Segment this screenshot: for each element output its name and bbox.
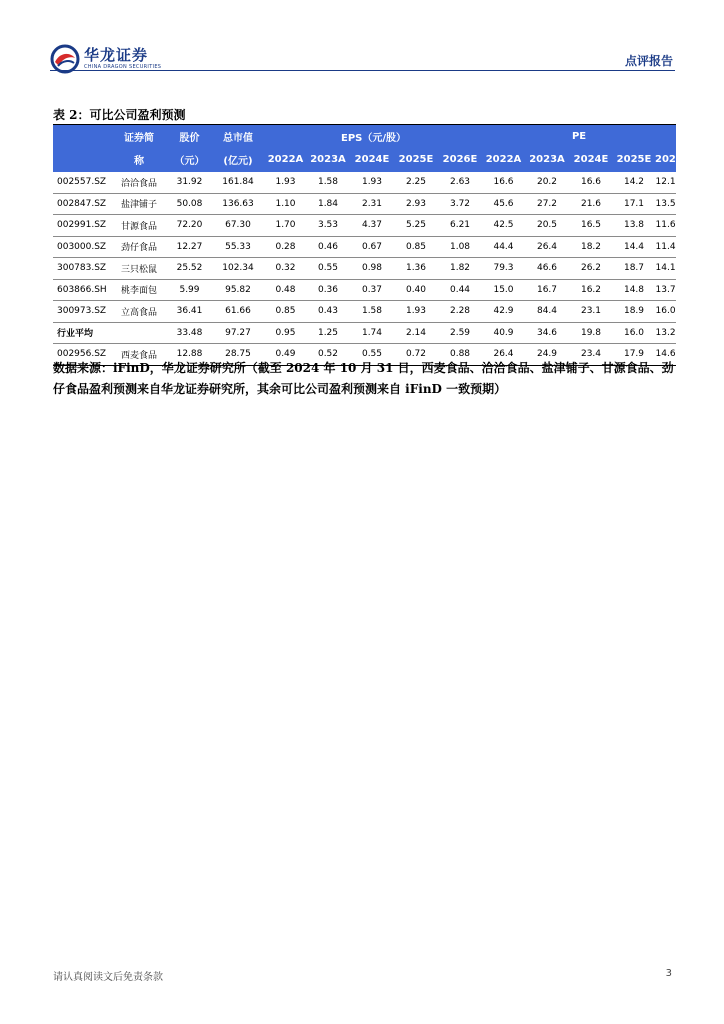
price-cell: 36.41 (168, 301, 211, 323)
pe-cell: 26.4 (525, 236, 569, 258)
table-row (53, 258, 676, 280)
pe-cell: 11.6 (655, 215, 676, 237)
page-header (50, 40, 675, 72)
pe-cell: 23.4 (569, 344, 613, 366)
market-cap-cell: 136.63 (211, 193, 265, 215)
table-row (53, 172, 676, 193)
stock-code-cell: 002991.SZ (53, 215, 110, 237)
eps-group-header: EPS（元/股） (265, 125, 482, 147)
pe-cell: 21.6 (569, 193, 613, 215)
eps-cell: 6.21 (438, 215, 482, 237)
company-name-cell: 西麦食品 (110, 344, 168, 366)
pe-cell: 16.7 (525, 279, 569, 301)
eps-cell: 0.32 (265, 258, 306, 280)
comparable-companies-table (53, 125, 690, 366)
pe-cell: 16.6 (482, 172, 525, 193)
price-header-line1: 股价 (168, 125, 211, 147)
eps-year-header: 2022A (265, 147, 306, 172)
stock-code-cell: 002847.SZ (53, 193, 110, 215)
eps-cell: 2.31 (350, 193, 394, 215)
eps-year-header: 2026E (438, 147, 482, 172)
pe-cell: 79.3 (482, 258, 525, 280)
company-name-cell: 劲仔食品 (110, 236, 168, 258)
eps-cell: 1.93 (350, 172, 394, 193)
eps-cell: 0.52 (306, 344, 350, 366)
pe-cell: 19.8 (569, 322, 613, 344)
pe-cell: 13.7 (655, 279, 676, 301)
table-row (53, 215, 676, 237)
table-row-average (53, 322, 676, 344)
pe-cell: 16.5 (569, 215, 613, 237)
market-cap-cell: 161.84 (211, 172, 265, 193)
report-type-label: 点评报告 (624, 54, 673, 68)
eps-cell: 0.55 (306, 258, 350, 280)
eps-cell: 1.82 (438, 258, 482, 280)
pe-cell: 18.2 (569, 236, 613, 258)
pe-cell: 20.5 (525, 215, 569, 237)
pe-year-header: 2023A (525, 147, 569, 172)
pe-group-header: PE (482, 125, 676, 147)
stock-code-cell: 002557.SZ (53, 172, 110, 193)
pe-cell: 27.2 (525, 193, 569, 215)
pe-cell: 26.2 (569, 258, 613, 280)
pe-cell: 26.4 (482, 344, 525, 366)
eps-cell: 0.28 (265, 236, 306, 258)
eps-year-header: 2023A (306, 147, 350, 172)
market-cap-cell: 95.82 (211, 279, 265, 301)
eps-cell: 0.85 (265, 301, 306, 323)
market-cap-cell: 28.75 (211, 344, 265, 366)
pe-cell: 34.6 (525, 322, 569, 344)
stock-code-cell: 行业平均 (53, 322, 110, 344)
eps-cell: 1.84 (306, 193, 350, 215)
pe-cell: 17.1 (613, 193, 655, 215)
eps-cell: 0.36 (306, 279, 350, 301)
market-cap-cell: 102.34 (211, 258, 265, 280)
pe-cell: 13.2 (655, 322, 676, 344)
eps-cell: 0.98 (350, 258, 394, 280)
pe-cell: 24.9 (525, 344, 569, 366)
pe-cell: 14.8 (613, 279, 655, 301)
eps-cell: 2.25 (394, 172, 438, 193)
pe-cell: 14.4 (613, 236, 655, 258)
name-header-line2: 称 (110, 147, 168, 172)
pe-cell: 16.0 (655, 301, 676, 323)
eps-cell: 0.95 (265, 322, 306, 344)
eps-cell: 2.63 (438, 172, 482, 193)
table-body (53, 172, 676, 365)
pe-cell: 18.7 (613, 258, 655, 280)
pe-cell: 13.5 (655, 193, 676, 215)
market-cap-cell: 61.66 (211, 301, 265, 323)
table-title: 表 2：可比公司盈利预测 (53, 108, 186, 122)
stock-code-cell: 300973.SZ (53, 301, 110, 323)
market-cap-cell: 55.33 (211, 236, 265, 258)
eps-cell: 0.40 (394, 279, 438, 301)
eps-cell: 1.93 (265, 172, 306, 193)
eps-cell: 3.72 (438, 193, 482, 215)
company-name-cell: 桃李面包 (110, 279, 168, 301)
price-cell: 25.52 (168, 258, 211, 280)
table-row (53, 279, 676, 301)
eps-cell: 4.37 (350, 215, 394, 237)
price-cell: 5.99 (168, 279, 211, 301)
eps-cell: 3.53 (306, 215, 350, 237)
pe-cell: 14.6 (655, 344, 676, 366)
pe-cell: 18.9 (613, 301, 655, 323)
price-cell: 12.88 (168, 344, 211, 366)
eps-cell: 2.59 (438, 322, 482, 344)
pe-cell: 14.2 (613, 172, 655, 193)
pe-cell: 23.1 (569, 301, 613, 323)
market-cap-cell: 97.27 (211, 322, 265, 344)
stock-code-cell: 300783.SZ (53, 258, 110, 280)
table-header-row-2 (53, 147, 676, 172)
eps-cell: 0.72 (394, 344, 438, 366)
pe-cell: 46.6 (525, 258, 569, 280)
price-cell: 50.08 (168, 193, 211, 215)
eps-cell: 1.25 (306, 322, 350, 344)
disclaimer-note: 请认真阅读文后免责条款 (53, 972, 163, 983)
code-header (53, 125, 110, 147)
pe-cell: 16.0 (613, 322, 655, 344)
eps-cell: 0.44 (438, 279, 482, 301)
pe-cell: 42.5 (482, 215, 525, 237)
table-header-row-1 (53, 125, 676, 147)
logo-english-name: CHINA DRAGON SECURITIES (84, 64, 162, 70)
stock-code-cell: 002956.SZ (53, 344, 110, 366)
table-row (53, 193, 676, 215)
eps-cell: 0.48 (265, 279, 306, 301)
eps-cell: 2.14 (394, 322, 438, 344)
eps-cell: 0.43 (306, 301, 350, 323)
pe-cell: 16.2 (569, 279, 613, 301)
company-name-cell: 立高食品 (110, 301, 168, 323)
header-divider (50, 70, 675, 71)
pe-year-header: 2024E (569, 147, 613, 172)
eps-cell: 0.55 (350, 344, 394, 366)
pe-cell: 14.1 (655, 258, 676, 280)
pe-cell: 42.9 (482, 301, 525, 323)
eps-cell: 0.49 (265, 344, 306, 366)
stock-code-cell: 003000.SZ (53, 236, 110, 258)
pe-cell: 11.4 (655, 236, 676, 258)
table-row (53, 236, 676, 258)
price-cell: 33.48 (168, 322, 211, 344)
page-number: 3 (665, 968, 672, 979)
price-cell: 72.20 (168, 215, 211, 237)
eps-cell: 2.93 (394, 193, 438, 215)
pe-cell: 40.9 (482, 322, 525, 344)
name-header-line1: 证券简 (110, 125, 168, 147)
pe-cell: 44.4 (482, 236, 525, 258)
price-cell: 31.92 (168, 172, 211, 193)
stock-code-cell: 603866.SH (53, 279, 110, 301)
eps-cell: 1.10 (265, 193, 306, 215)
company-name-cell: 洽洽食品 (110, 172, 168, 193)
price-header-line2: （元） (168, 147, 211, 172)
pe-cell: 84.4 (525, 301, 569, 323)
eps-year-header: 2025E (394, 147, 438, 172)
market-cap-cell: 67.30 (211, 215, 265, 237)
pe-year-header: 2022A (482, 147, 525, 172)
pe-cell: 20.2 (525, 172, 569, 193)
eps-cell: 1.08 (438, 236, 482, 258)
company-name-cell (110, 322, 168, 344)
eps-cell: 0.85 (394, 236, 438, 258)
pe-cell: 45.6 (482, 193, 525, 215)
pe-year-header: 2026E (655, 147, 676, 172)
eps-cell: 0.46 (306, 236, 350, 258)
logo-chinese-name: 华龙证券 (84, 46, 149, 64)
company-name-cell: 三只松鼠 (110, 258, 168, 280)
code-header-blank (53, 147, 110, 172)
eps-year-header: 2024E (350, 147, 394, 172)
eps-cell: 1.74 (350, 322, 394, 344)
eps-cell: 1.58 (350, 301, 394, 323)
pe-cell: 12.1 (655, 172, 676, 193)
company-name-cell: 盐津铺子 (110, 193, 168, 215)
cap-header-line1: 总市值 (211, 125, 265, 147)
source-note: 数据来源：iFinD，华龙证券研究所（截至 2024 年 10 月 31 日，西麦食品、洽洽食品、盐津铺子、甘源食品、劲仔食品盈利预测来自华龙证券研究所，其余可比公司盈利预测来自 iFinD 一致预期） (53, 361, 674, 396)
eps-cell: 0.67 (350, 236, 394, 258)
price-cell: 12.27 (168, 236, 211, 258)
eps-cell: 5.25 (394, 215, 438, 237)
eps-cell: 2.28 (438, 301, 482, 323)
pe-cell: 17.9 (613, 344, 655, 366)
pe-cell: 16.6 (569, 172, 613, 193)
eps-cell: 0.37 (350, 279, 394, 301)
eps-cell: 0.88 (438, 344, 482, 366)
pe-year-header: 2025E (613, 147, 655, 172)
pe-cell: 15.0 (482, 279, 525, 301)
company-name-cell: 甘源食品 (110, 215, 168, 237)
cap-header-line2: (亿元) (211, 147, 265, 172)
eps-cell: 1.70 (265, 215, 306, 237)
pe-cell: 13.8 (613, 215, 655, 237)
eps-cell: 1.93 (394, 301, 438, 323)
eps-cell: 1.36 (394, 258, 438, 280)
table-row (53, 301, 676, 323)
eps-cell: 1.58 (306, 172, 350, 193)
